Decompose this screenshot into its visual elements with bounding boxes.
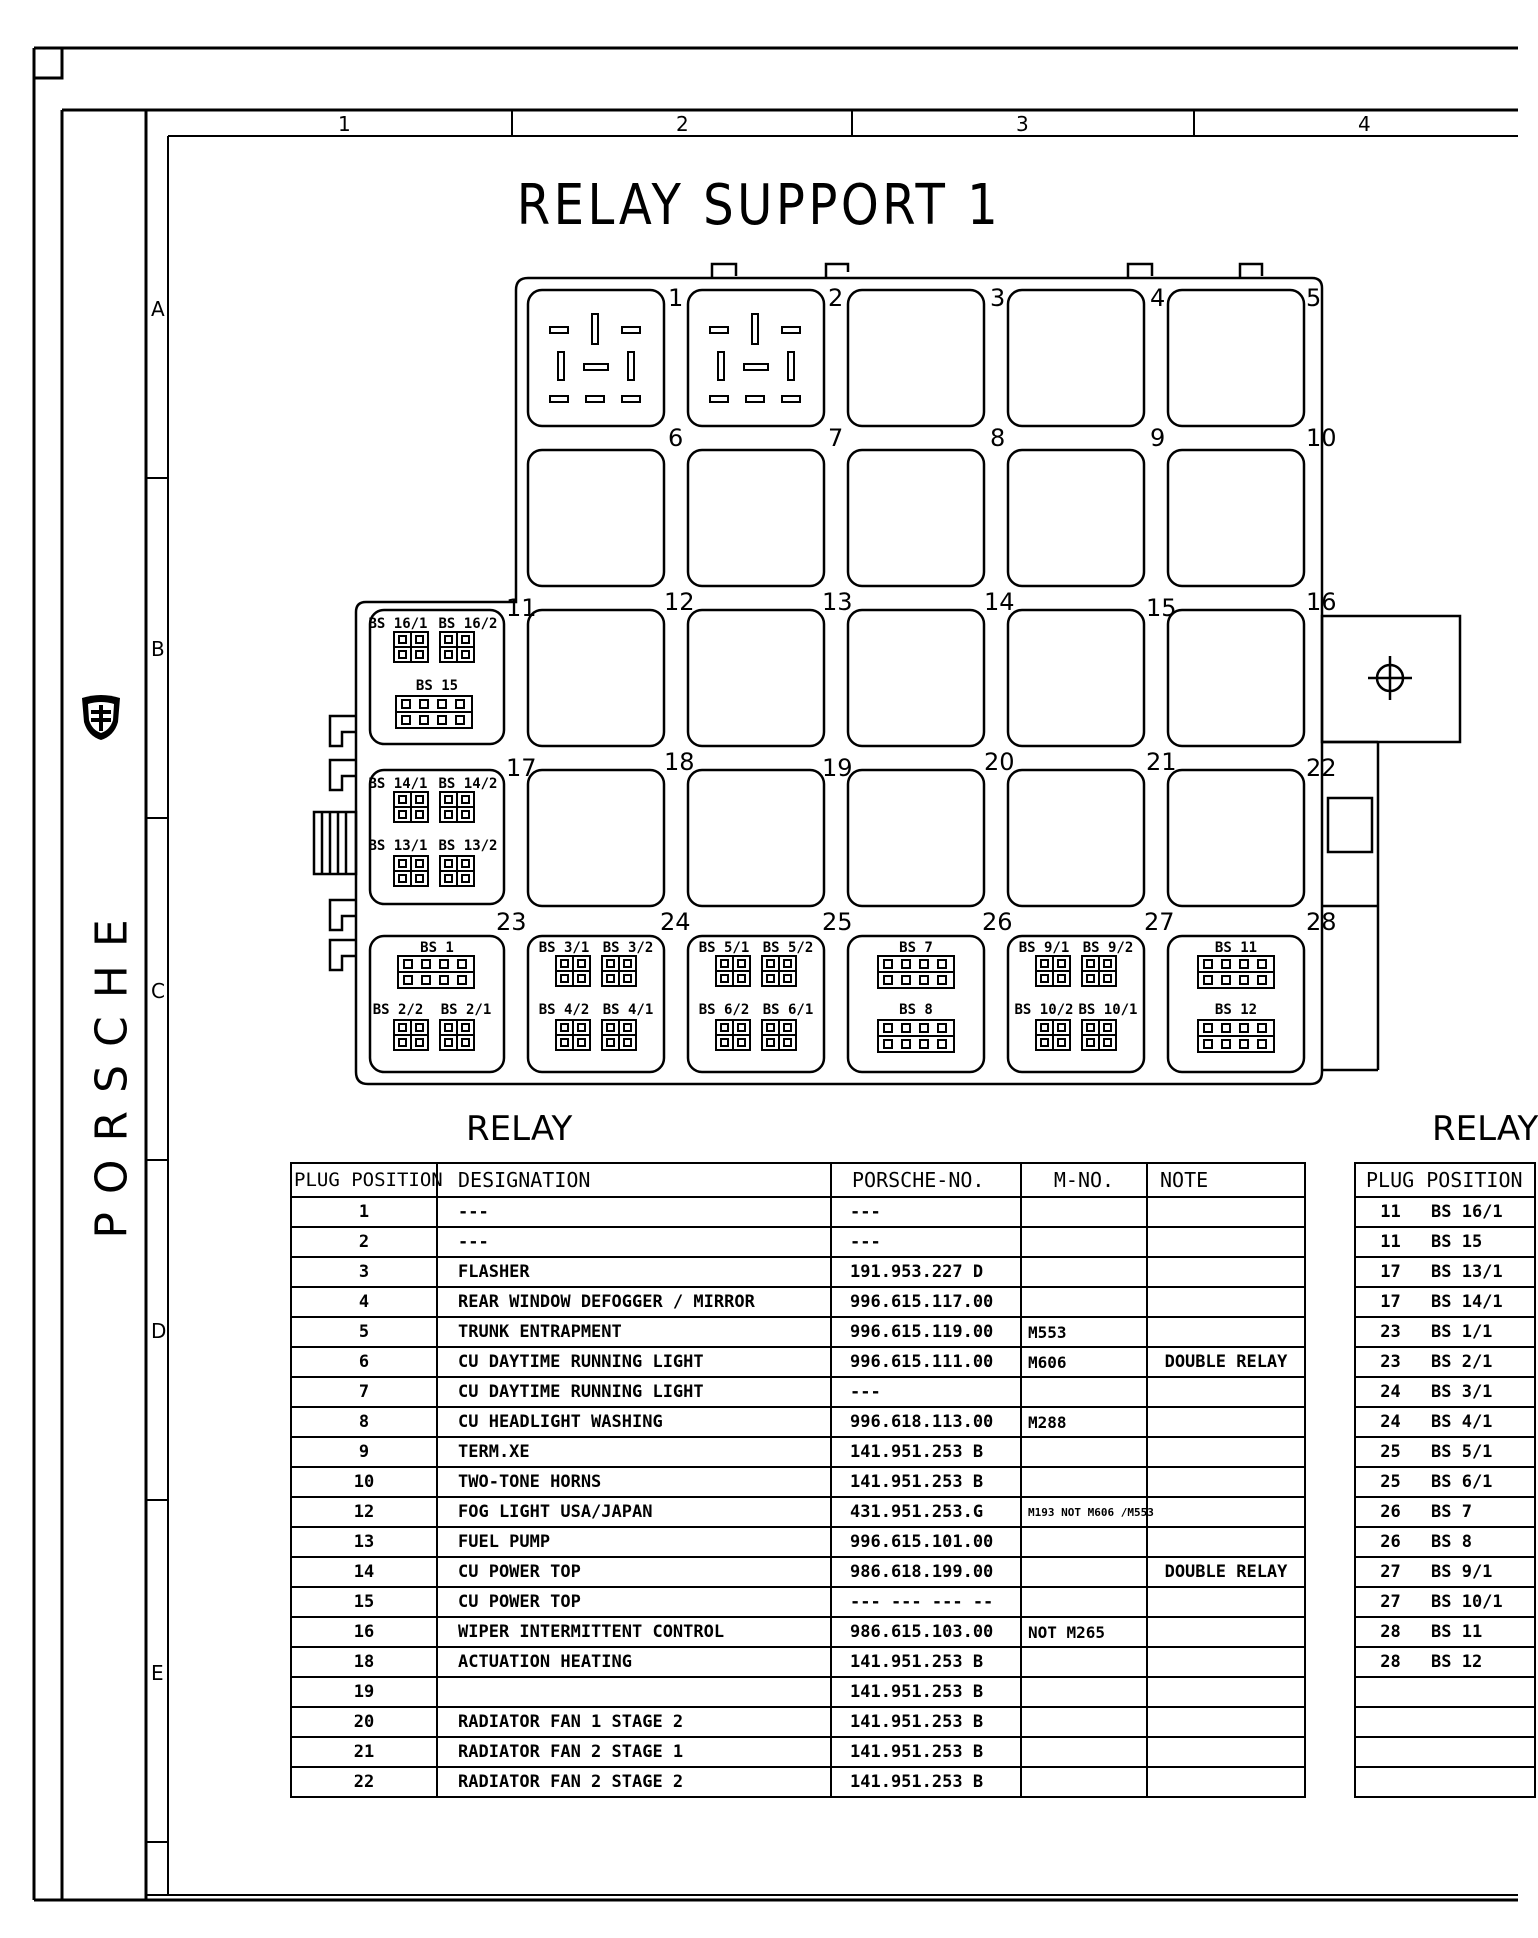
fuse-table-header: [1355, 1163, 1535, 1197]
designation-cell: WIPER INTERMITTENT CONTROL: [437, 1617, 831, 1647]
slot-number-5: 5: [1306, 284, 1322, 312]
bs-label: BS 6/2: [698, 1002, 750, 1018]
fuse-plug-cell: 28: [1355, 1647, 1425, 1677]
plug-cell: 8: [291, 1407, 437, 1437]
bs-label: BS 3/1: [538, 940, 590, 956]
fuse-plug-cell: 27: [1355, 1557, 1425, 1587]
fuse-plug-cell: 11: [1355, 1197, 1425, 1227]
designation-cell: FOG LIGHT USA/JAPAN: [437, 1497, 831, 1527]
designation-cell: CU POWER TOP: [437, 1587, 831, 1617]
fuse-item-cell: BS 11: [1425, 1617, 1535, 1647]
bs-label: BS 13/1: [368, 838, 428, 854]
fuse-item-cell: [1425, 1707, 1535, 1737]
plug-cell: 22: [291, 1767, 437, 1797]
plug-cell: 6: [291, 1347, 437, 1377]
slot-number-11: 11: [506, 594, 537, 622]
designation-cell: RADIATOR FAN 1 STAGE 2: [437, 1707, 831, 1737]
fuse-table-row: [1355, 1227, 1535, 1257]
fuse-table: [1354, 1162, 1536, 1798]
col-label-4: 4: [1358, 112, 1371, 136]
m-no-cell: M288: [1021, 1407, 1147, 1437]
slot-number-20: 20: [984, 748, 1015, 776]
fuse-table-row: [1355, 1467, 1535, 1497]
slot-number-2: 2: [828, 284, 844, 312]
plug-cell: 5: [291, 1317, 437, 1347]
slot-number-28: 28: [1306, 908, 1337, 936]
plug-cell: 21: [291, 1737, 437, 1767]
slot-number-19: 19: [822, 754, 853, 782]
plug-cell: 1: [291, 1197, 437, 1227]
designation-cell: TERM.XE: [437, 1437, 831, 1467]
porsche-no-cell: 996.615.101.00: [831, 1527, 1021, 1557]
bs-label: BS 11: [1214, 940, 1258, 956]
slot-number-8: 8: [990, 424, 1006, 452]
fuse-plug-cell: 26: [1355, 1527, 1425, 1557]
porsche-no-cell: 431.951.253.G: [831, 1497, 1021, 1527]
relay-table-caption: RELAY: [466, 1109, 573, 1149]
designation-cell: ---: [437, 1197, 831, 1227]
fuse-header-plug-position: PLUG POSITION: [1355, 1163, 1535, 1197]
fuse-item-cell: BS 14/1: [1425, 1287, 1535, 1317]
fuse-table-row: [1355, 1677, 1535, 1707]
plug-cell: 15: [291, 1587, 437, 1617]
fuse-item-cell: BS 10/1: [1425, 1587, 1535, 1617]
porsche-no-cell: 141.951.253 B: [831, 1707, 1021, 1737]
slot-number-23: 23: [496, 908, 527, 936]
fuse-plug-cell: [1355, 1677, 1425, 1707]
designation-cell: RADIATOR FAN 2 STAGE 2: [437, 1767, 831, 1797]
porsche-no-cell: 996.615.119.00: [831, 1317, 1021, 1347]
plug-cell: 13: [291, 1527, 437, 1557]
bs-label: BS 1: [420, 940, 454, 956]
bs-label: BS 10/1: [1078, 1002, 1138, 1018]
bs-label: BS 15: [415, 678, 459, 694]
porsche-no-cell: ---: [831, 1377, 1021, 1407]
row-label-e: E: [151, 1661, 164, 1685]
fuse-item-cell: BS 6/1: [1425, 1467, 1535, 1497]
plug-cell: 20: [291, 1707, 437, 1737]
porsche-no-cell: ---: [831, 1197, 1021, 1227]
plug-cell: 9: [291, 1437, 437, 1467]
fuse-plug-cell: 24: [1355, 1377, 1425, 1407]
slot-number-15: 15: [1146, 594, 1177, 622]
fuse-table-row: [1355, 1737, 1535, 1767]
designation-cell: FUEL PUMP: [437, 1527, 831, 1557]
designation-cell: CU DAYTIME RUNNING LIGHT: [437, 1377, 831, 1407]
fuse-item-cell: BS 16/1: [1425, 1197, 1535, 1227]
porsche-no-cell: 191.953.227 D: [831, 1257, 1021, 1287]
fuse-plug-cell: 23: [1355, 1317, 1425, 1347]
fuse-table-row: [1355, 1287, 1535, 1317]
designation-cell: RADIATOR FAN 2 STAGE 1: [437, 1737, 831, 1767]
fuse-table-row: [1355, 1767, 1535, 1797]
fuse-item-cell: [1425, 1767, 1535, 1797]
porsche-no-cell: 986.615.103.00: [831, 1617, 1021, 1647]
plug-cell: 2: [291, 1227, 437, 1257]
fuse-plug-cell: 27: [1355, 1587, 1425, 1617]
slot-number-18: 18: [664, 748, 695, 776]
slot-number-4: 4: [1150, 284, 1166, 312]
plug-cell: 14: [291, 1557, 437, 1587]
fuse-table-row: [1355, 1647, 1535, 1677]
fuse-table-row: [1355, 1587, 1535, 1617]
m-no-cell: NOT M265: [1021, 1617, 1147, 1647]
row-label-b: B: [151, 637, 165, 661]
fuse-plug-cell: 25: [1355, 1467, 1425, 1497]
slot-number-16: 16: [1306, 588, 1337, 616]
slot-number-10: 10: [1306, 424, 1337, 452]
slot-number-21: 21: [1146, 748, 1177, 776]
slot-number-24: 24: [660, 908, 691, 936]
porsche-no-cell: 996.618.113.00: [831, 1407, 1021, 1437]
fuse-item-cell: BS 5/1: [1425, 1437, 1535, 1467]
header-note: NOTE: [1147, 1163, 1305, 1197]
fuse-table-row: [1355, 1617, 1535, 1647]
porsche-no-cell: ---: [831, 1227, 1021, 1257]
fuse-plug-cell: 11: [1355, 1227, 1425, 1257]
porsche-no-cell: 141.951.253 B: [831, 1647, 1021, 1677]
bs-label: BS 14/2: [438, 776, 498, 792]
note-cell: DOUBLE RELAY: [1147, 1557, 1305, 1587]
fuse-plug-cell: 17: [1355, 1257, 1425, 1287]
slot-number-25: 25: [822, 908, 853, 936]
fuse-table-row: [1355, 1527, 1535, 1557]
bs-label: BS 9/2: [1082, 940, 1134, 956]
fuse-plug-cell: 28: [1355, 1617, 1425, 1647]
note-cell: DOUBLE RELAY: [1147, 1347, 1305, 1377]
designation-cell: FLASHER: [437, 1257, 831, 1287]
bs-label: BS 13/2: [438, 838, 498, 854]
fuse-table-row: [1355, 1377, 1535, 1407]
designation-cell: TRUNK ENTRAPMENT: [437, 1317, 831, 1347]
fuse-table-row: [1355, 1557, 1535, 1587]
fuse-table-caption: RELAY: [1432, 1109, 1538, 1149]
slot-number-12: 12: [664, 588, 695, 616]
row-label-d: D: [151, 1319, 167, 1343]
bs-label: BS 4/2: [538, 1002, 590, 1018]
slot-number-9: 9: [1150, 424, 1166, 452]
fuse-item-cell: BS 12: [1425, 1647, 1535, 1677]
fuse-table-row: [1355, 1497, 1535, 1527]
porsche-no-cell: 996.615.111.00: [831, 1347, 1021, 1377]
slot-number-17: 17: [506, 754, 537, 782]
plug-cell: 16: [291, 1617, 437, 1647]
row-label-a: A: [151, 297, 165, 321]
bs-label: BS 9/1: [1018, 940, 1070, 956]
designation-cell: CU DAYTIME RUNNING LIGHT: [437, 1347, 831, 1377]
fuse-table-row: [1355, 1257, 1535, 1287]
m-no-cell: M553: [1021, 1317, 1147, 1347]
header-m-no: M-NO.: [1021, 1163, 1147, 1197]
header-designation: DESIGNATION: [437, 1163, 831, 1197]
bs-label: BS 5/2: [762, 940, 814, 956]
bs-label: BS 12: [1214, 1002, 1258, 1018]
fuse-item-cell: BS 9/1: [1425, 1557, 1535, 1587]
designation-cell: CU POWER TOP: [437, 1557, 831, 1587]
porsche-no-cell: 141.951.253 B: [831, 1677, 1021, 1707]
bs-label: BS 4/1: [602, 1002, 654, 1018]
fuse-plug-cell: 17: [1355, 1287, 1425, 1317]
slot-number-6: 6: [668, 424, 684, 452]
m-no-cell: M606: [1021, 1347, 1147, 1377]
fuse-item-cell: BS 15: [1425, 1227, 1535, 1257]
page-title: RELAY SUPPORT 1: [516, 173, 1002, 238]
fuse-plug-cell: [1355, 1767, 1425, 1797]
fuse-item-cell: BS 7: [1425, 1497, 1535, 1527]
slot-number-1: 1: [668, 284, 684, 312]
bs-label: BS 7: [899, 940, 933, 956]
plug-cell: 7: [291, 1377, 437, 1407]
designation-cell: ACTUATION HEATING: [437, 1647, 831, 1677]
porsche-no-cell: 996.615.117.00: [831, 1287, 1021, 1317]
col-label-3: 3: [1016, 112, 1029, 136]
fuse-plug-cell: 23: [1355, 1347, 1425, 1377]
row-label-c: C: [151, 979, 165, 1003]
bs-label: BS 3/2: [602, 940, 654, 956]
porsche-no-cell: 141.951.253 B: [831, 1767, 1021, 1797]
col-label-1: 1: [338, 112, 351, 136]
bs-label: BS 14/1: [368, 776, 428, 792]
slot-number-26: 26: [982, 908, 1013, 936]
fuse-item-cell: [1425, 1677, 1535, 1707]
fuse-plug-cell: [1355, 1707, 1425, 1737]
fuse-item-cell: BS 1/1: [1425, 1317, 1535, 1347]
slot-number-27: 27: [1144, 908, 1175, 936]
bs-label: BS 16/2: [438, 616, 498, 632]
fuse-plug-cell: 25: [1355, 1437, 1425, 1467]
header-porsche-no: PORSCHE-NO.: [831, 1163, 1021, 1197]
porsche-no-cell: 141.951.253 B: [831, 1437, 1021, 1467]
porsche-no-cell: 986.618.199.00: [831, 1557, 1021, 1587]
designation-cell: TWO-TONE HORNS: [437, 1467, 831, 1497]
fuse-table-row: [1355, 1437, 1535, 1467]
bs-label: BS 2/1: [440, 1002, 492, 1018]
fuse-plug-cell: 26: [1355, 1497, 1425, 1527]
fuse-plug-cell: [1355, 1737, 1425, 1767]
fuse-table-row: [1355, 1407, 1535, 1437]
slot-number-7: 7: [828, 424, 844, 452]
fuse-item-cell: [1425, 1737, 1535, 1767]
brand-name: PORSCHE: [86, 901, 138, 1239]
fuse-item-cell: BS 8: [1425, 1527, 1535, 1557]
plug-cell: 10: [291, 1467, 437, 1497]
m-no-cell: M193 NOT M606 /M553: [1021, 1497, 1147, 1527]
slot-number-22: 22: [1306, 754, 1337, 782]
slot-number-3: 3: [990, 284, 1006, 312]
bs-label: BS 8: [899, 1002, 933, 1018]
slot-number-13: 13: [822, 588, 853, 616]
designation-cell: CU HEADLIGHT WASHING: [437, 1407, 831, 1437]
fuse-item-cell: BS 4/1: [1425, 1407, 1535, 1437]
col-label-2: 2: [676, 112, 689, 136]
bs-label: BS 16/1: [368, 616, 428, 632]
designation-cell: ---: [437, 1227, 831, 1257]
plug-cell: 18: [291, 1647, 437, 1677]
porsche-no-cell: 141.951.253 B: [831, 1467, 1021, 1497]
bs-label: BS 2/2: [372, 1002, 424, 1018]
fuse-plug-cell: 24: [1355, 1407, 1425, 1437]
porsche-no-cell: 141.951.253 B: [831, 1737, 1021, 1767]
fuse-table-row: [1355, 1347, 1535, 1377]
porsche-no-cell: --- --- --- --: [831, 1587, 1021, 1617]
plug-cell: 12: [291, 1497, 437, 1527]
fuse-table-row: [1355, 1317, 1535, 1347]
plug-cell: 3: [291, 1257, 437, 1287]
bs-label: BS 6/1: [762, 1002, 814, 1018]
plug-cell: 4: [291, 1287, 437, 1317]
fuse-item-cell: BS 3/1: [1425, 1377, 1535, 1407]
designation-cell: REAR WINDOW DEFOGGER / MIRROR: [437, 1287, 831, 1317]
bs-label: BS 10/2: [1014, 1002, 1074, 1018]
fuse-item-cell: BS 2/1: [1425, 1347, 1535, 1377]
header-plug-position: PLUG POSITION: [291, 1163, 437, 1197]
bs-label: BS 5/1: [698, 940, 750, 956]
fuse-table-row: [1355, 1707, 1535, 1737]
fuse-item-cell: BS 13/1: [1425, 1257, 1535, 1287]
slot-number-14: 14: [984, 588, 1015, 616]
fuse-table-row: [1355, 1197, 1535, 1227]
plug-cell: 19: [291, 1677, 437, 1707]
